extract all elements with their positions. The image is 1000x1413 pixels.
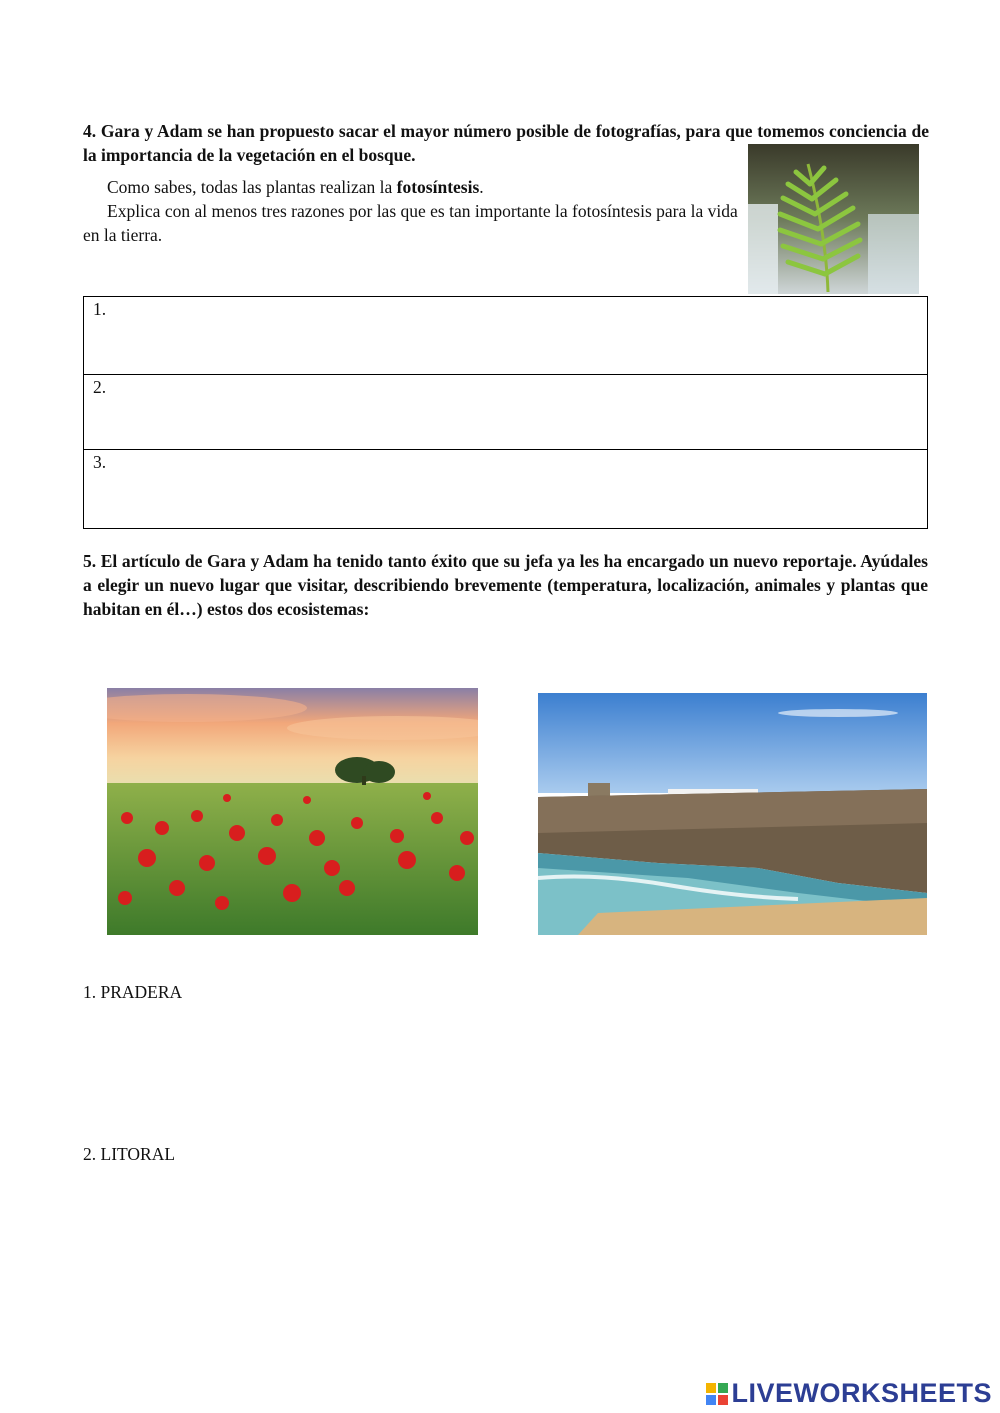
intro-prefix: Como sabes, todas las plantas realizan la	[107, 177, 397, 197]
ecosystem-litoral-label: 2. LITORAL	[83, 1144, 176, 1164]
intro-suffix: .	[479, 177, 484, 197]
intro-line	[83, 175, 738, 199]
question-4-title: 4. Gara y Adam se han propuesto sacar el mayor número posible de fotografías, para que tomemos conciencia de la importancia de la vegetación en el bosque.	[83, 121, 929, 165]
logo-text: LIVEWORKSHEETS	[731, 1378, 992, 1408]
logo-icon	[706, 1383, 728, 1405]
liveworksheets-logo	[706, 1378, 992, 1409]
answer-label: 2.	[93, 377, 107, 397]
fern-photo	[748, 144, 919, 294]
answer-cell-2[interactable]	[84, 375, 928, 450]
photosynthesis-term: fotosíntesis	[396, 177, 480, 197]
ecosystem-pradera-label: 1. PRADERA	[83, 982, 183, 1002]
instruction-line: Explica con al menos tres razones por las que es tan importante la fotosíntesis para la vida en la tierra.	[83, 201, 738, 245]
table-row	[84, 450, 928, 529]
question-5-title: 5. El artículo de Gara y Adam ha tenido tanto éxito que su jefa ya les ha encargado un nuevo reportaje. Ayúdales a elegir un nuevo lugar que visitar, describiendo brevemente (temperatura, localización, animales y plantas que habitan en él…) estos dos ecosistemas:	[83, 551, 928, 619]
answer-label: 1.	[93, 299, 107, 319]
meadow-photo	[107, 688, 478, 935]
answer-table	[83, 296, 928, 529]
answer-cell-3[interactable]	[84, 450, 928, 529]
table-row	[84, 375, 928, 450]
coast-photo	[538, 693, 927, 935]
answer-cell-1[interactable]	[84, 297, 928, 375]
table-row	[84, 297, 928, 375]
question-4-body	[83, 175, 738, 247]
answer-label: 3.	[93, 452, 107, 472]
